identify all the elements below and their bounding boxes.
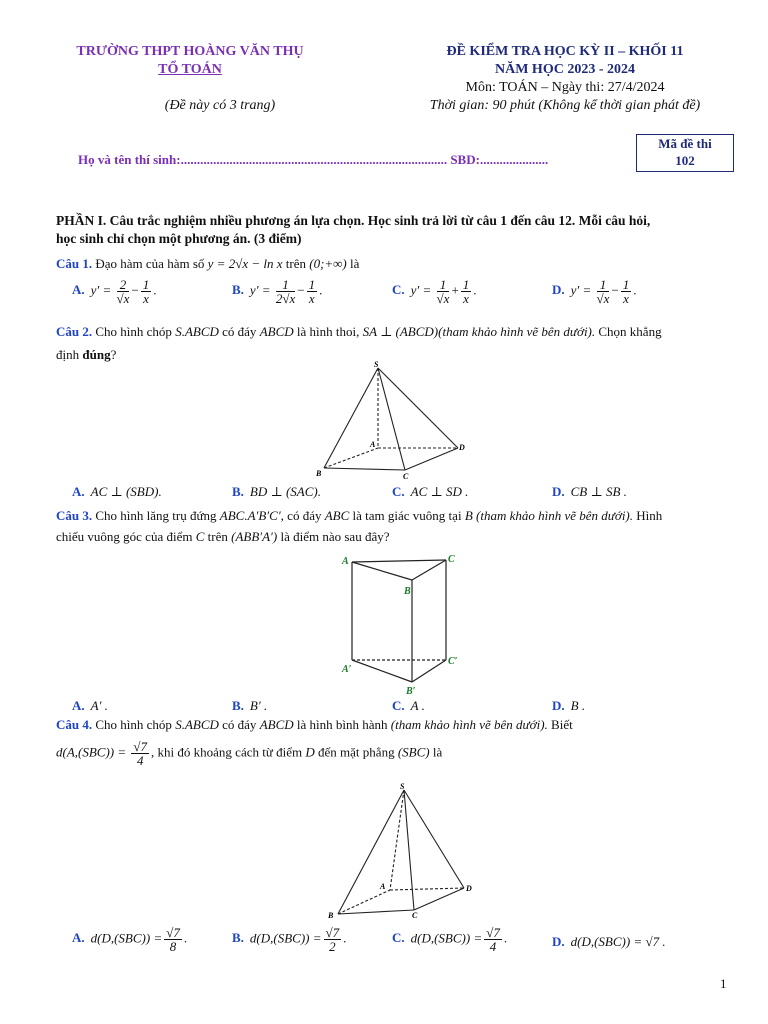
student-info-line: Họ và tên thí sinh:.................................................................................. SBD:..................... (78, 152, 549, 167)
q4-stem: Câu 4. Cho hình chóp S.ABCD có đáy ABCD là hình bình hành (tham khảo hình vẽ bên dưới). Biết (56, 717, 573, 732)
fig4-label-b: B (328, 911, 334, 920)
fig4-label-c: C (412, 911, 418, 920)
part1-heading-2: học sinh chỉ chọn một phương án. (3 điểm) (56, 231, 302, 246)
exam-code-box (636, 134, 734, 172)
school-year: NĂM HỌC 2023 - 2024 (495, 62, 635, 77)
q3-option-b[interactable]: B. B′ . (232, 698, 268, 713)
subject-date: Môn: TOÁN – Ngày thi: 27/4/2024 (465, 80, 665, 95)
q3-option-a[interactable]: A. A′ . (72, 698, 108, 713)
q3-stem-line2: chiếu vuông góc của điểm C trên (ABB′A′) là điểm nào sau đây? (56, 529, 390, 544)
q2-option-d[interactable]: D. CB ⊥ SB . (552, 484, 627, 499)
q2-stem: Câu 2. Cho hình chóp S.ABCD có đáy ABCD là hình thoi, SA ⊥ (ABCD)(tham khảo hình vẽ bên dưới). Chọn khẳng (56, 324, 662, 339)
q2-pyramid-figure (310, 360, 480, 482)
fig2-label-s: S (374, 360, 379, 369)
fig2-label-d: D (459, 443, 465, 452)
q1-option-d[interactable]: D. y′ = $\frac{1}{√x}$ − $\frac{1}{x}$ . (552, 277, 637, 306)
exam-title: ĐỀ KIỂM TRA HỌC KỲ II – KHỐI 11 (446, 44, 684, 59)
fig3-label-b1: B′ (406, 686, 416, 697)
q4-option-a[interactable]: A. d(D,(SBC)) = $\frac{√7}{8}$ . (72, 925, 188, 954)
fig4-label-a: A (380, 882, 386, 891)
exam-code-label: Mã đề thi (658, 136, 712, 151)
q4-option-b[interactable]: B. d(D,(SBC)) = $\frac{√7}{2}$ . (232, 925, 347, 954)
school-name: TRƯỜNG THPT HOÀNG VĂN THỤ (76, 44, 304, 59)
fig3-label-c: C (448, 554, 455, 565)
page-number: 1 (720, 976, 727, 991)
q4-pyramid-figure (322, 780, 482, 920)
part1-heading: PHẦN I. Câu trắc nghiệm nhiều phương án lựa chọn. Học sinh trả lời từ câu 1 đến câu 12. Mỗi câu hỏi, (56, 213, 651, 228)
q3-stem: Câu 3. Cho hình lăng trụ đứng ABC.A′B′C′, có đáy ABC là tam giác vuông tại B (tham khảo hình vẽ bên dưới). Hình (56, 508, 663, 523)
exam-time: Thời gian: 90 phút (Không kể thời gian phát đề) (429, 98, 701, 113)
fig2-label-c: C (403, 472, 409, 481)
q2-option-c[interactable]: C. AC ⊥ SD . (392, 484, 469, 499)
q1-option-a[interactable]: A. y′ = $\frac{2}{√x}$ − $\frac{1}{x}$ . (72, 277, 157, 306)
q1-option-b[interactable]: B. y′ = $\frac{1}{2√x}$ − $\frac{1}{x}$ . (232, 277, 323, 306)
q3-option-c[interactable]: C. A . (392, 698, 425, 713)
q2-stem-line2: định đúng? (56, 347, 117, 362)
fig2-label-b: B (316, 469, 322, 478)
q3-prism-figure (340, 550, 470, 698)
q1-option-c[interactable]: C. y′ = $\frac{1}{√x}$ + $\frac{1}{x}$ . (392, 277, 477, 306)
q4-option-d[interactable]: D. d(D,(SBC)) = √7 . (552, 934, 666, 949)
fig4-label-d: D (466, 884, 472, 893)
q2-option-b[interactable]: B. BD ⊥ (SAC). (232, 484, 321, 499)
fig3-label-a1: A′ (342, 664, 352, 675)
fig3-label-c1: C′ (448, 656, 458, 667)
q4-option-c[interactable]: C. d(D,(SBC)) = $\frac{√7}{4}$ . (392, 925, 508, 954)
fig3-label-a: A (342, 556, 349, 567)
q2-option-a[interactable]: A. AC ⊥ (SBD). (72, 484, 162, 499)
fig4-label-s: S (400, 782, 405, 791)
fig3-label-b: B (404, 586, 411, 597)
pages-note: (Đề này có 3 trang) (164, 98, 276, 113)
q4-stem-line2: d(A,(SBC)) = $\frac{√7}{4}$ , khi đó khoảng cách từ điểm D đến mặt phẳng (SBC) là (56, 739, 443, 768)
exam-code-value: 102 (675, 153, 695, 168)
q1-stem: Câu 1. Đạo hàm của hàm số y = 2√x − ln x trên (0;+∞) là (56, 256, 360, 271)
q3-option-d[interactable]: D. B . (552, 698, 586, 713)
fig2-label-a: A (370, 440, 376, 449)
department-name: TỔ TOÁN (158, 62, 222, 77)
